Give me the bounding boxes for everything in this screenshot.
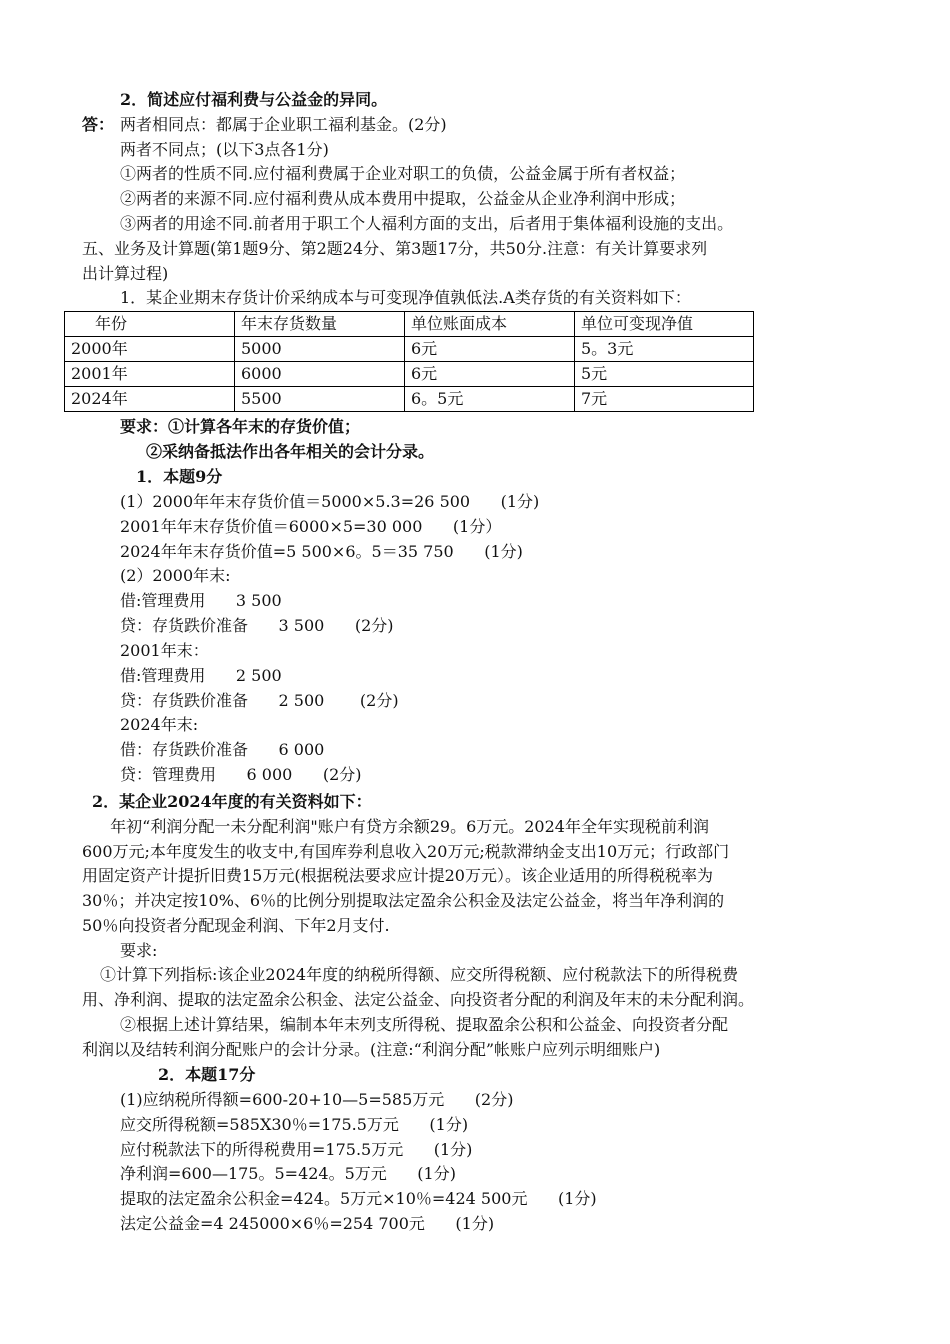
table-row	[65, 337, 754, 362]
section-5-heading: 五、业务及计算题(第1题9分、第2题24分、第3题17分，共50分.注意：有关计算要求列	[82, 239, 708, 258]
requirement-1: 要求：①计算各年末的存货价值；	[120, 417, 361, 436]
answer-1-line: 借：存货跌价准备 6 000	[120, 740, 325, 759]
answer-1-title: 1．本题9分	[136, 467, 223, 486]
table-cell: 2024年	[65, 387, 235, 412]
problem-2-requirement-2-cont: 利润以及结转利润分配账户的会计分录。(注意:“利润分配”帐账户应列示明细账户)	[82, 1040, 661, 1059]
answer-2-line: 应付税款法下的所得税费用=175.5万元 (1分)	[120, 1140, 473, 1159]
answer-line: 两者相同点：都属于企业职工福利基金。(2分)	[120, 115, 447, 134]
answer-line: ①两者的性质不同.应付福利费属于企业对职工的负债，公益金属于所有者权益；	[120, 164, 686, 183]
table-cell: 6元	[405, 337, 575, 362]
table-row	[65, 387, 754, 412]
answer-2-line: 法定公益金=4 245000×6％=254 700元 (1分)	[120, 1214, 495, 1233]
table-cell: 6元	[405, 362, 575, 387]
section-5-heading-cont: 出计算过程)	[82, 264, 169, 283]
answer-line: ③两者的用途不同.前者用于职工个人福利方面的支出，后者用于集体福利设施的支出。	[120, 214, 734, 233]
answer-2-line: (1)应纳税所得额=600-20+10—5=585万元 (2分)	[120, 1090, 514, 1109]
answer-2-line: 提取的法定盈余公积金=424。5万元×10％=424 500元 (1分)	[120, 1189, 597, 1208]
problem-2-title: 2．某企业2024年度的有关资料如下：	[92, 792, 372, 811]
answer-1-line: 2001年末：	[120, 641, 209, 660]
table-cell: 6。5元	[405, 387, 575, 412]
table-cell: 5000	[235, 337, 405, 362]
answer-2-line: 应交所得税额=585X30％=175.5万元 (1分)	[120, 1115, 469, 1134]
table-cell: 5。3元	[575, 337, 754, 362]
table-header-cell: 年份	[65, 312, 235, 337]
answer-line: ②两者的来源不同.应付福利费从成本费用中提取，公益金从企业净利润中形成；	[120, 189, 686, 208]
table-cell: 2000年	[65, 337, 235, 362]
answer-1-line: 贷：存货跌价准备 3 500 (2分)	[120, 616, 394, 635]
answer-1-line: 2001年年末存货价值＝6000×5=30 000 (1分）	[120, 517, 502, 536]
problem-2-paragraph: 50％向投资者分配现金利润、下年2月支付.	[82, 916, 390, 935]
inventory-table	[64, 311, 754, 412]
answer-1-line: 2024年末:	[120, 715, 199, 734]
table-cell: 2001年	[65, 362, 235, 387]
problem-2-paragraph: 600万元;本年度发生的收支中,有国库券利息收入20万元;税款滞纳金支出10万元；行政部门	[82, 842, 730, 861]
table-header-cell: 年末存货数量	[235, 312, 405, 337]
answer-1-line: 借:管理费用 3 500	[120, 591, 282, 610]
problem-2-paragraph: 30％；并决定按10%、6％的比例分别提取法定盈余公积金及法定公益金，将当年净利润的	[82, 891, 725, 910]
answer-2-title: 2．本题17分	[158, 1065, 256, 1084]
answer-1-line: 2024年年末存货价值=5 500×6。5＝35 750 (1分)	[120, 542, 523, 561]
table-header-cell: 单位账面成本	[405, 312, 575, 337]
table-cell: 5元	[575, 362, 754, 387]
answer-1-line: (2）2000年末:	[120, 566, 231, 585]
answer-1-line: 贷：存货跌价准备 2 500 (2分)	[120, 691, 399, 710]
answer-1-line: 贷：管理费用 6 000 (2分)	[120, 765, 362, 784]
table-header-row	[65, 312, 754, 337]
problem-2-requirement-2: ②根据上述计算结果，编制本年末列支所得税、提取盈余公积和公益金、向投资者分配	[120, 1015, 729, 1034]
answer-2-line: 净利润=600—175。5=424。5万元 (1分)	[120, 1164, 456, 1183]
table-cell: 7元	[575, 387, 754, 412]
problem-2-requirement-1: ①计算下列指标:该企业2024年度的纳税所得额、应交所得税额、应付税款法下的所得税费	[100, 965, 739, 984]
answer-line: 两者不同点；(以下3点各1分)	[120, 140, 329, 159]
problem-2-paragraph: 年初“利润分配一未分配利润"账户有贷方余额29。6万元。2024年全年实现税前利润	[100, 817, 709, 836]
question-2-title: 2．简述应付福利费与公益金的异同。	[120, 90, 388, 109]
problem-2-paragraph: 用固定资产计提折旧费15万元(根据税法要求应计提20万元）。该企业适用的所得税税率为	[82, 866, 713, 885]
requirement-2: ②采纳备抵法作出各年相关的会计分录。	[146, 442, 435, 461]
table-row	[65, 362, 754, 387]
problem-1-intro: 1．某企业期末存货计价采纳成本与可变现净值孰低法.A类存货的有关资料如下：	[120, 288, 691, 307]
answer-1-line: (1）2000年年末存货价值＝5000×5.3=26 500 (1分)	[120, 492, 540, 511]
table-header-cell: 单位可变现净值	[575, 312, 754, 337]
problem-2-requirement-1-cont: 用、净利润、提取的法定盈余公积金、法定公益金、向投资者分配的利润及年末的未分配利润。	[82, 990, 755, 1009]
table-cell: 5500	[235, 387, 405, 412]
table-cell: 6000	[235, 362, 405, 387]
answer-label: 答：	[82, 115, 115, 134]
problem-2-requirements-label: 要求:	[120, 941, 158, 960]
answer-1-line: 借:管理费用 2 500	[120, 666, 282, 685]
